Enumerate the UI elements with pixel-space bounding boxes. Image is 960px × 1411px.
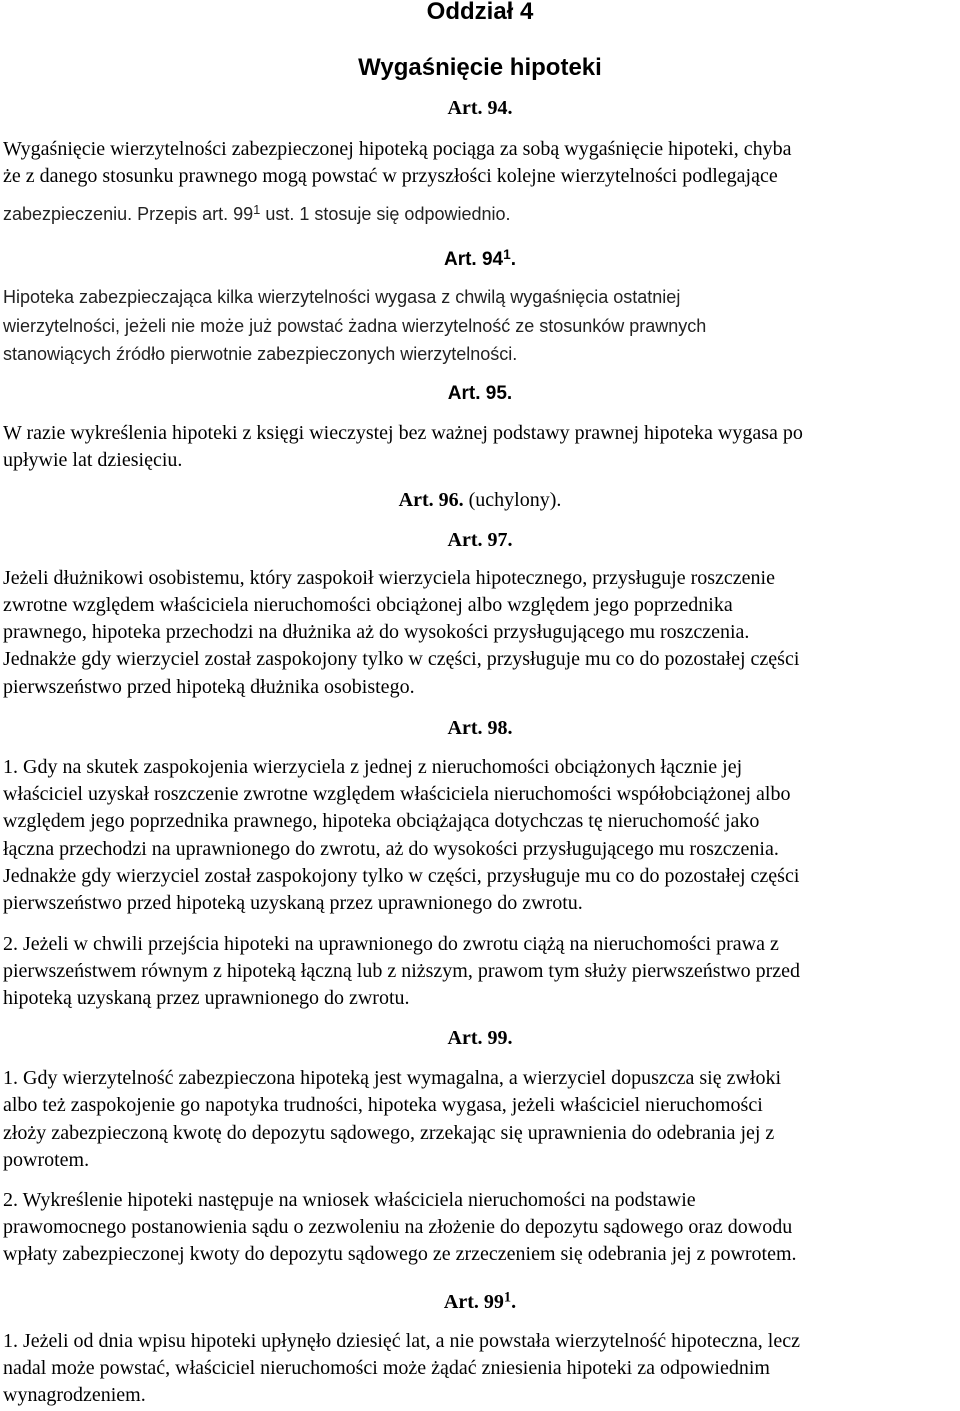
article-heading: Art. $94^1$. — [443, 246, 517, 270]
text-line: Jeżeli dłużnikowi osobistemu, który zaspokoił wierzyciela hipotecznego, przysługuje roszczenie — [3, 567, 775, 589]
article-heading: Art. 94. — [447, 97, 513, 119]
text-line: 1. Gdy wierzytelność zabezpieczona hipoteką jest wymagalna, a wierzyciel dopuszcza się zwłoki — [3, 1067, 782, 1089]
text-line: albo też zaspokojenie go napotyka trudności, hipoteka wygasa, jeżeli właściciel nieruchomości — [3, 1094, 763, 1116]
chapter-title: Wygaśnięcie hipoteki — [358, 54, 602, 81]
text-line: W razie wykreślenia hipoteki z księgi wieczystej bez ważnej podstawy prawnej hipoteka wygasa po — [3, 422, 803, 444]
text-line: 2. Jeżeli w chwili przejścia hipoteki na uprawnionego do zwrotu ciążą na nieruchomości prawa z — [3, 933, 779, 955]
text-line: pierwszeństwo przed hipoteką uzyskaną przez uprawnionego do zwrotu. — [3, 892, 583, 914]
text-line: złoży zabezpieczoną kwotę do depozytu sądowego, zrzekając się uprawnienia do odebrania jej z — [3, 1122, 775, 1144]
article-heading: Art. 95. — [447, 383, 513, 404]
text-line: właściciel uzyskał roszczenie zwrotne względem właściciela nieruchomości współobciążonej albo — [3, 783, 791, 805]
text-line: nadal może powstać, właściciel nieruchomości może żądać zniesienia hipoteki za odpowiednim — [3, 1357, 770, 1379]
article-heading: Art. 98. — [447, 717, 513, 739]
text-line: hipoteką uzyskaną przez uprawnionego do zwrotu. — [3, 987, 410, 1009]
article-heading: Art. $99^1$. — [443, 1289, 517, 1313]
text-line: Jednakże gdy wierzyciel został zaspokojony tylko w części, przysługuje mu co do pozostałej części — [3, 865, 800, 887]
text-line: wierzytelności, jeżeli nie może już powstać żadna wierzytelność ze stosunków prawnych — [3, 316, 707, 336]
text-line: względem jego poprzednika prawnego, hipoteka obciążająca dotychczas tę nieruchomość jako — [3, 810, 760, 832]
text-line: wpłaty zabezpieczonej kwoty do depozytu sądowego ze zrzeczeniem się odebrania jej z powrotem. — [3, 1243, 797, 1265]
text-line: pierwszeństwem równym z hipoteką łączną lub z niższym, prawom tym służy pierwszeństwo przed — [3, 960, 800, 982]
text-line: zabezpieczeniu. Przepis art. $99^1$ ust. 1 stosuje się odpowiednio. — [3, 202, 511, 224]
text-line: wynagrodzeniem. — [3, 1384, 146, 1406]
text-line: stanowiących źródło pierwotnie zabezpieczonych wierzytelności. — [3, 344, 518, 364]
text-line: 1. Jeżeli od dnia wpisu hipoteki upłynęło dziesięć lat, a nie powstała wierzytelność hipoteczna, lecz — [3, 1330, 800, 1352]
text-line: prawnego, hipoteka przechodzi na dłużnika aż do wysokości przysługującego mu roszczenia. — [3, 621, 750, 643]
text-line: łączna przechodzi na uprawnionego do zwrotu, aż do wysokości przysługującego mu roszczenia. — [3, 838, 779, 860]
text-line: zwrotne względem właściciela nieruchomości obciążonej albo względem jego poprzednika — [3, 594, 733, 616]
text-line: Wygaśnięcie wierzytelności zabezpieczonej hipoteką pociąga za sobą wygaśnięcie hipoteki, chyba — [3, 138, 792, 160]
section-title: Oddział 4 — [426, 0, 534, 25]
text-line: upływie lat dziesięciu. — [3, 449, 183, 471]
article-heading: Art. 97. — [447, 529, 513, 551]
text-line: Hipoteka zabezpieczająca kilka wierzytelności wygasa z chwilą wygaśnięcia ostatniej — [3, 287, 681, 307]
text-line: że z danego stosunku prawnego mogą powstać w przyszłości kolejne wierzytelności podlegające — [3, 165, 778, 187]
text-line: 1. Gdy na skutek zaspokojenia wierzyciela z jednej z nieruchomości obciążonych łącznie jej — [3, 756, 743, 778]
text-line: prawomocnego postanowienia sądu o zezwoleniu na złożenie do depozytu sądowego oraz dowodu — [3, 1216, 793, 1238]
article-heading: Art. 99. — [447, 1027, 513, 1049]
text-line: 2. Wykreślenie hipoteki następuje na wniosek właściciela nieruchomości na podstawie — [3, 1189, 696, 1211]
article-heading: Art. 96. (uchylony). — [398, 489, 562, 511]
text-line: pierwszeństwo przed hipoteką dłużnika osobistego. — [3, 676, 415, 698]
text-line: powrotem. — [3, 1149, 90, 1171]
text-line: Jednakże gdy wierzyciel został zaspokojony tylko w części, przysługuje mu co do pozostałej części — [3, 648, 800, 670]
